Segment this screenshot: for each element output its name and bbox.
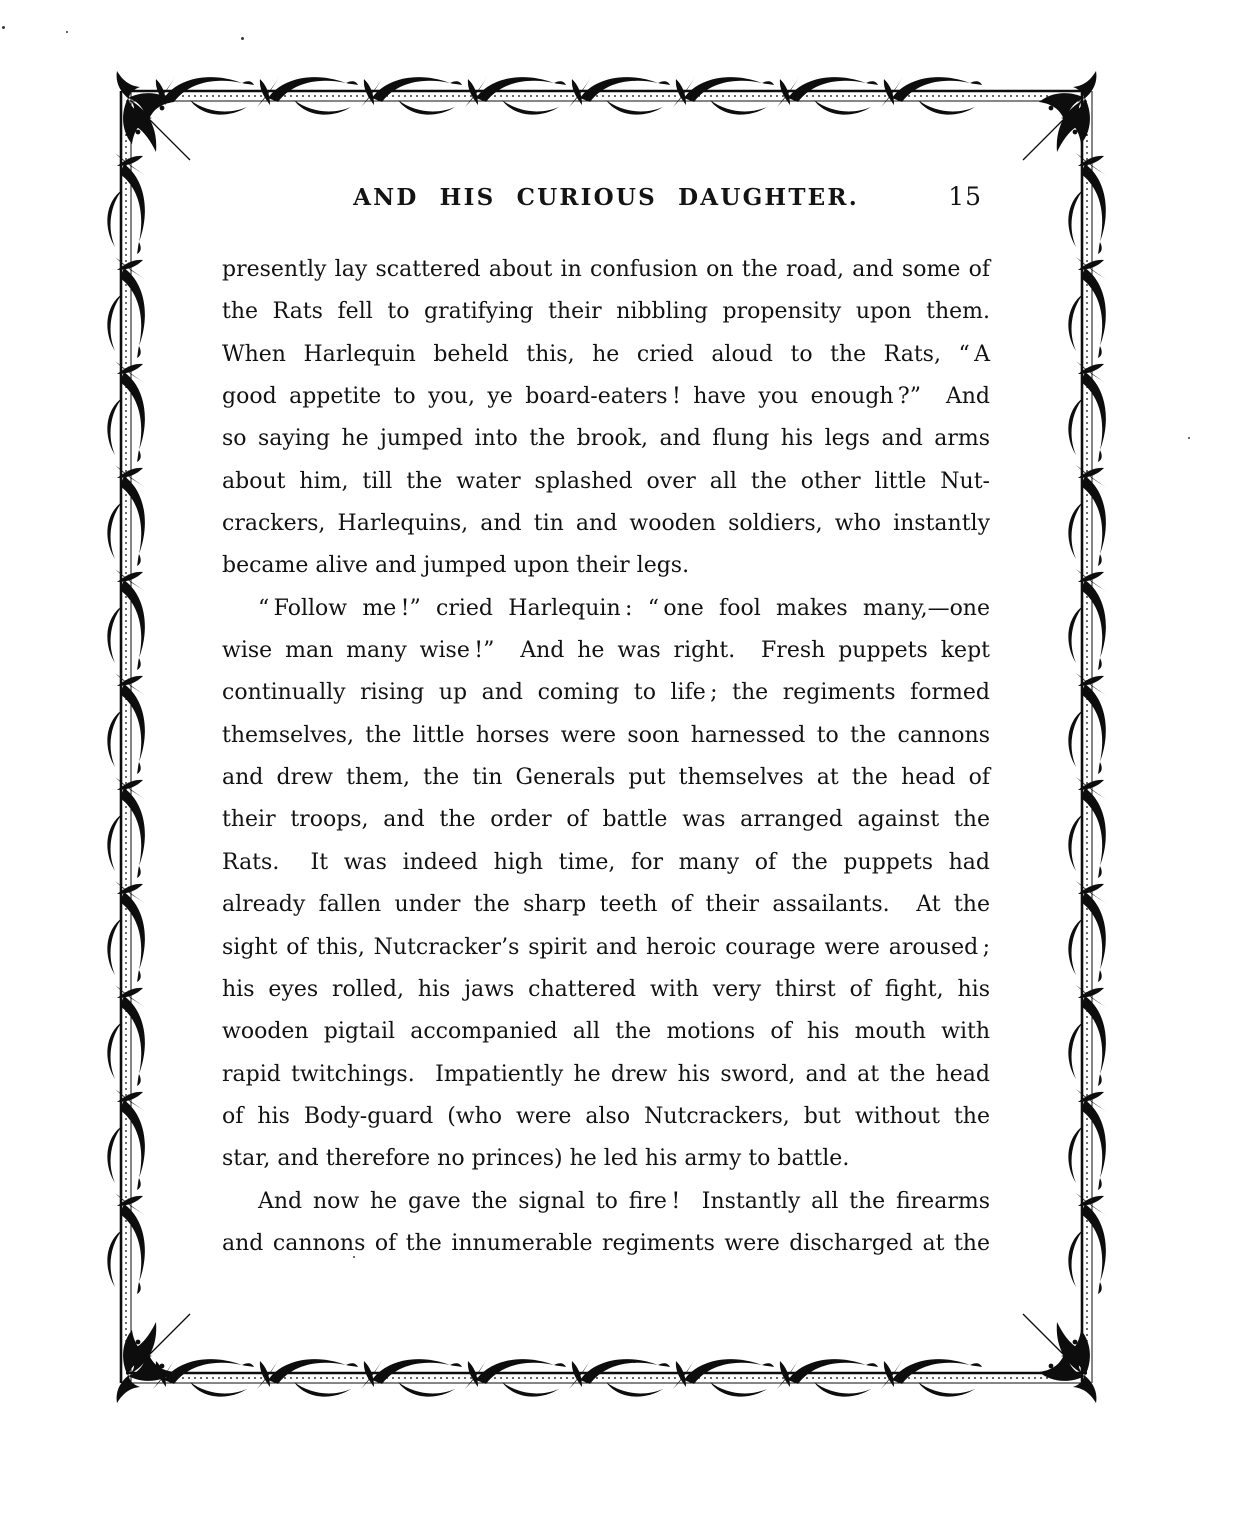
scan-speck — [1188, 437, 1190, 439]
scan-speck — [353, 1256, 355, 1258]
vine-leaf-motif — [1068, 1089, 1106, 1190]
body-text — [222, 249, 990, 1265]
vine-leaf-motif — [881, 77, 982, 115]
scan-speck — [66, 31, 68, 33]
vine-leaf-motif — [1068, 1193, 1106, 1294]
vine-leaf-motif — [107, 569, 145, 670]
text-line: already fallen under the sharp teeth of their assailants. At the — [222, 892, 990, 918]
vine-leaf-motif — [107, 153, 145, 254]
vine-leaf-motif — [1068, 569, 1106, 670]
scan-speck — [241, 37, 244, 40]
corner-flourish-top-right — [1023, 71, 1096, 160]
vine-leaf-motif — [777, 77, 878, 115]
corner-flourish-bottom-left — [117, 1314, 190, 1403]
text-line: rapid twitchings. Impatiently he drew his sword, and at the head — [222, 1061, 990, 1087]
vine-leaf-motif — [1068, 881, 1106, 982]
vine-leaf-motif — [107, 881, 145, 982]
vine-leaf-motif — [569, 1359, 670, 1397]
vine-leaf-motif — [881, 1359, 982, 1397]
vine-leaf-motif — [1068, 465, 1106, 566]
text-line: star, and therefore no princes) he led his army to battle. — [222, 1146, 850, 1172]
running-header-title: AND HIS CURIOUS DAUGHTER. — [353, 184, 859, 211]
text-line: and drew them, the tin Generals put themselves at the head of — [222, 765, 990, 791]
text-line: their troops, and the order of battle was arranged against the — [222, 807, 990, 833]
vine-leaf-motif — [153, 1359, 254, 1397]
vine-leaf-motif — [465, 77, 566, 115]
vine-leaf-motif — [1068, 257, 1106, 358]
text-line: wooden pigtail accompanied all the motions of his mouth with — [222, 1019, 990, 1045]
text-line: became alive and jumped upon their legs. — [222, 553, 690, 579]
text-line: When Harlequin beheld this, he cried aloud to the Rats, “ A — [222, 341, 990, 367]
text-line: wise man many wise !” And he was right. Fresh puppets kept — [222, 638, 990, 664]
text-line: presently lay scattered about in confusion on the road, and some of — [222, 257, 990, 282]
vine-leaf-motif — [107, 777, 145, 878]
vine-leaf-motif — [153, 77, 254, 115]
text-line: crackers, Harlequins, and tin and wooden soldiers, who instantly — [222, 511, 990, 537]
text-line: and cannons of the innumerable regiments were discharged at the — [222, 1230, 990, 1256]
vine-leaf-motif — [107, 1089, 145, 1190]
text-line: “ Follow me !” cried Harlequin : “ one fool makes many,—one — [258, 595, 990, 621]
vine-leaf-motif — [569, 77, 670, 115]
scan-speck — [2, 26, 5, 29]
running-header — [222, 184, 990, 218]
page-number: 15 — [948, 182, 982, 211]
text-line: And now he gave the signal to fire ! Instantly all the firearms — [258, 1188, 990, 1214]
vine-leaf-motif — [1068, 777, 1106, 878]
vine-leaf-motif — [107, 1193, 145, 1294]
corner-flourish-top-left — [117, 71, 190, 160]
text-line: of his Body-guard (who were also Nutcrackers, but without the — [222, 1103, 990, 1129]
text-line: sight of this, Nutcracker’s spirit and heroic courage were aroused ; — [222, 934, 990, 960]
vine-leaf-motif — [465, 1359, 566, 1397]
vine-leaf-motif — [257, 77, 358, 115]
text-line: continually rising up and coming to life ; the regiments formed — [222, 680, 990, 706]
text-line: Rats. It was indeed high time, for many of the puppets had — [222, 849, 990, 875]
vine-leaf-motif — [107, 257, 145, 358]
text-line: so saying he jumped into the brook, and flung his legs and arms — [222, 426, 990, 452]
vine-leaf-motif — [107, 465, 145, 566]
text-line: good appetite to you, ye board-eaters ! have you enough ?” And — [222, 384, 990, 410]
text-line: the Rats fell to gratifying their nibbling propensity upon them. — [222, 299, 990, 325]
text-line: his eyes rolled, his jaws chattered with very thirst of fight, his — [222, 976, 990, 1002]
vine-leaf-motif — [777, 1359, 878, 1397]
text-line: about him, till the water splashed over all the other little Nut- — [222, 468, 990, 494]
corner-flourish-bottom-right — [1023, 1314, 1096, 1403]
vine-leaf-motif — [257, 1359, 358, 1397]
vine-leaf-motif — [1068, 153, 1106, 254]
text-line: themselves, the little horses were soon harnessed to the cannons — [222, 722, 990, 748]
